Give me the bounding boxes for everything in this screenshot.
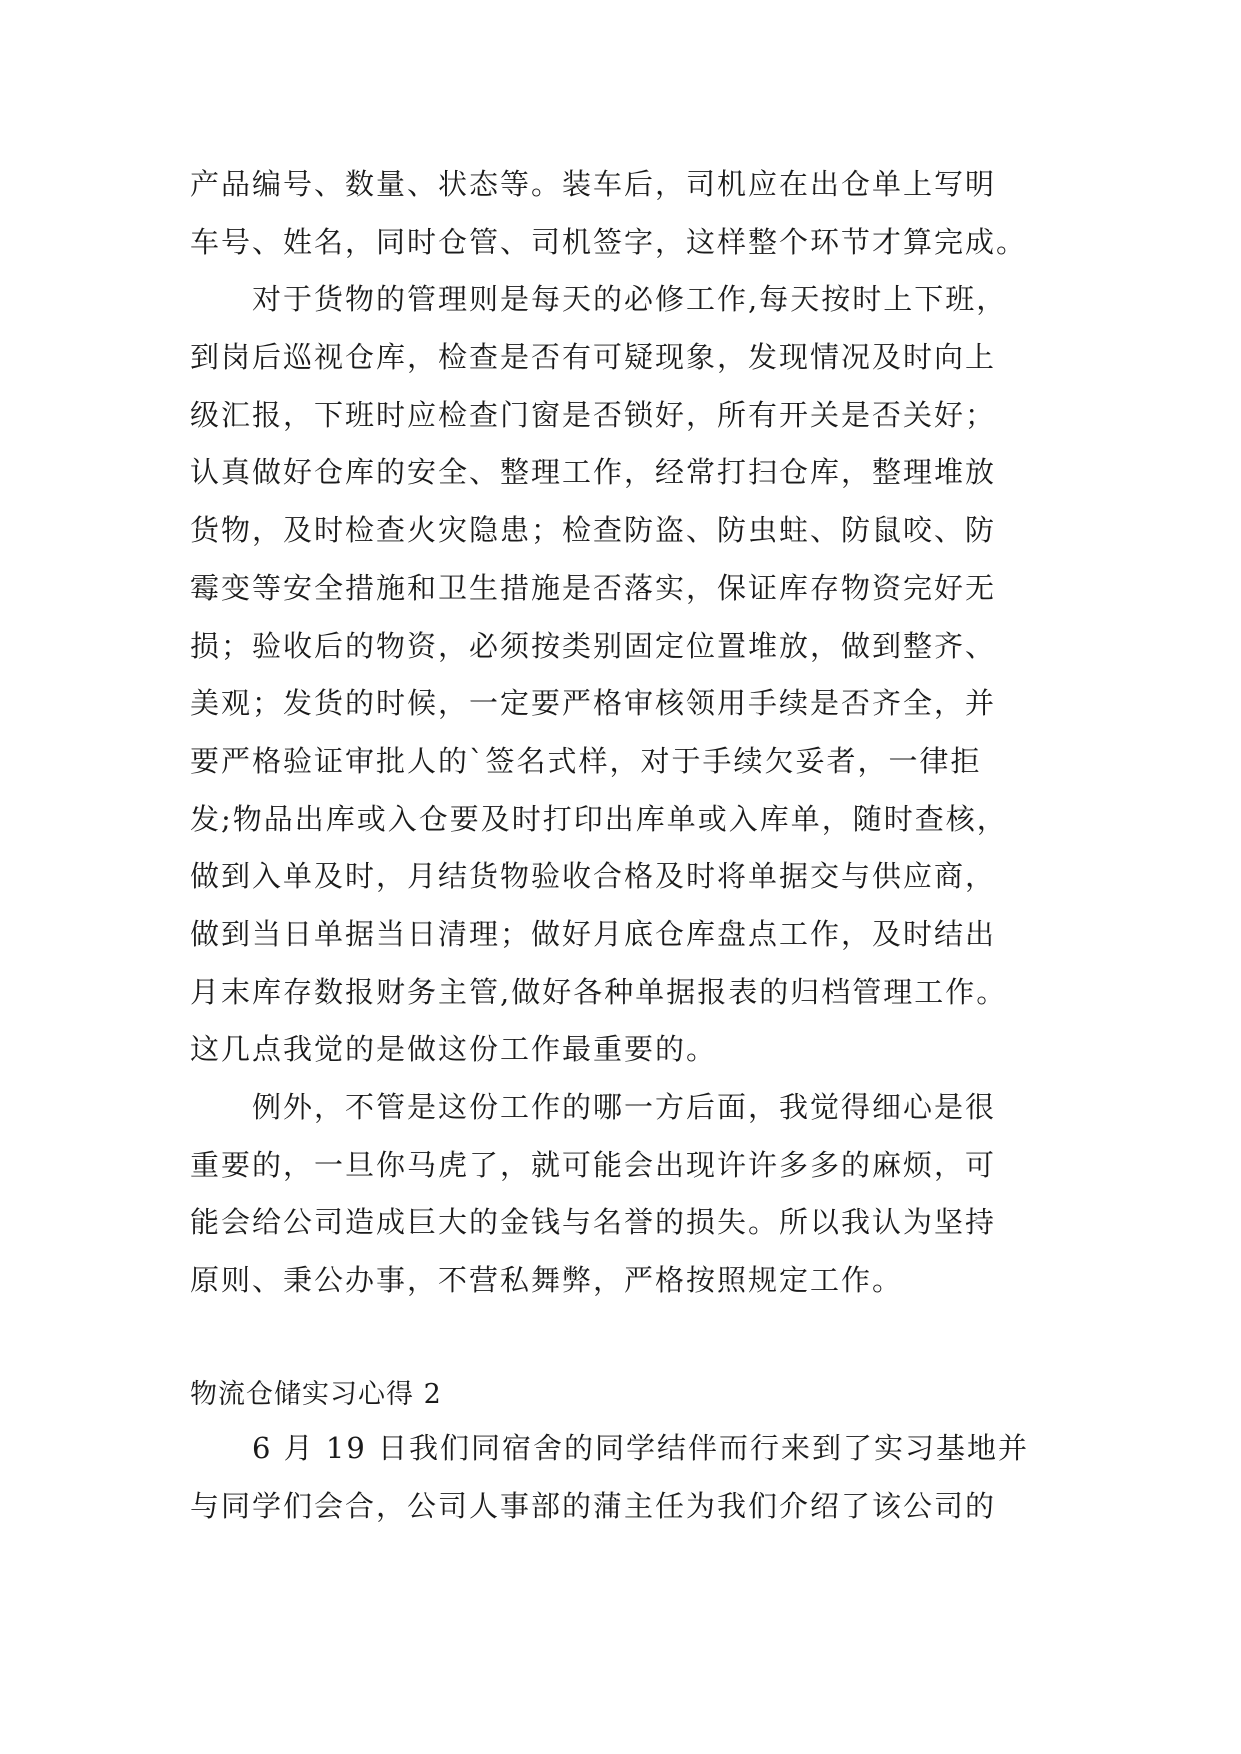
text-line: 这几点我觉的是做这份工作最重要的。 bbox=[190, 1032, 718, 1067]
section-heading bbox=[190, 1366, 1060, 1424]
body-text-part2 bbox=[190, 1420, 1060, 1535]
text-line: 做到当日单据当日清理；做好月底仓库盘点工作，及时结出 bbox=[190, 916, 997, 951]
body-text-part1 bbox=[190, 156, 1060, 1310]
text-line: 6 月 19 日我们同宿舍的同学结伴而行来到了实习基地并 bbox=[190, 1431, 1030, 1465]
text-line: 损；验收后的物资，必须按类别固定位置堆放，做到整齐、 bbox=[190, 628, 997, 663]
heading-text: 物流仓储实习心得 2 bbox=[190, 1379, 442, 1410]
text-line: 做到入单及时，月结货物验收合格及时将单据交与供应商， bbox=[190, 859, 997, 894]
text-line: 原则、秉公办事，不营私舞弊，严格按照规定工作。 bbox=[190, 1263, 904, 1298]
text-line: 例外，不管是这份工作的哪一方后面，我觉得细心是很 bbox=[190, 1090, 997, 1124]
text-line: 到岗后巡视仓库，检查是否有可疑现象，发现情况及时向上 bbox=[190, 340, 997, 375]
text-line: 霉变等安全措施和卫生措施是否落实，保证库存物资完好无 bbox=[190, 570, 997, 605]
text-line: 级汇报，下班时应检查门窗是否锁好，所有开关是否关好； bbox=[190, 397, 997, 432]
text-line: 车号、姓名，同时仓管、司机签字，这样整个环节才算完成。 bbox=[190, 224, 1028, 259]
text-line: 认真做好仓库的安全、整理工作，经常打扫仓库，整理堆放 bbox=[190, 455, 997, 490]
text-line: 能会给公司造成巨大的金钱与名誉的损失。所以我认为坚持 bbox=[190, 1205, 997, 1240]
text-line: 月末库存数报财务主管,做好各种单据报表的归档管理工作。 bbox=[190, 974, 1008, 1009]
text-line: 与同学们会合，公司人事部的蒲主任为我们介绍了该公司的 bbox=[190, 1488, 997, 1523]
text-line: 货物，及时检查火灾隐患；检查防盗、防虫蛀、防鼠咬、防 bbox=[190, 513, 997, 548]
text-line: 重要的，一旦你马虎了，就可能会出现许许多多的麻烦，可 bbox=[190, 1147, 997, 1182]
text-line: 要严格验证审批人的`签名式样，对于手续欠妥者，一律拒 bbox=[190, 743, 982, 778]
text-line: 发;物品出库或入仓要及时打印出库单或入库单，随时查核， bbox=[190, 801, 1008, 836]
text-line: 产品编号、数量、状态等。装车后，司机应在出仓单上写明 bbox=[190, 167, 997, 201]
text-line: 美观；发货的时候，一定要严格审核领用手续是否齐全，并 bbox=[190, 686, 997, 721]
text-line: 对于货物的管理则是每天的必修工作,每天按时上下班， bbox=[190, 282, 1008, 317]
